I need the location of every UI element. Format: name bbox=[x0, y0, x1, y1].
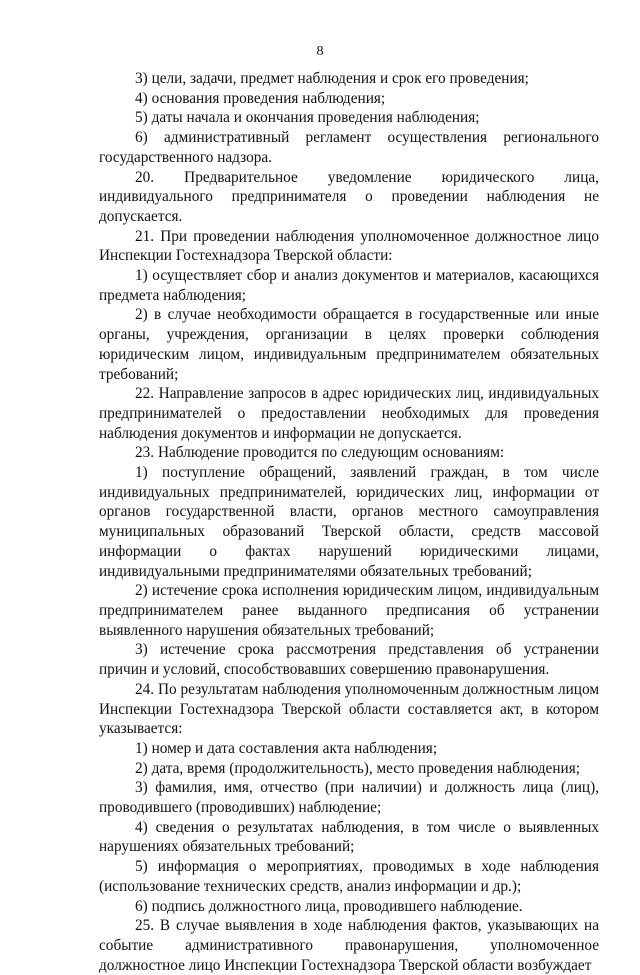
paragraph: 20. Предварительное уведомление юридического лица, индивидуального предпринимателя о проведении наблюдения не допускается. bbox=[99, 168, 599, 225]
paragraph: 3) фамилия, имя, отчество (при наличии) и должность лица (лиц), проводившего (проводивших) наблюдение; bbox=[99, 779, 599, 817]
paragraph: 1) номер и дата составления акта наблюдения; bbox=[135, 739, 438, 757]
paragraph: 5) даты начала и окончания проведения наблюдения; bbox=[135, 109, 480, 127]
paragraph: 1) поступление обращений, заявлений граждан, в том числе индивидуальных предпринимателей, юридических лиц, информации от органов государственной власти, органов местного самоуправления муниципальных образований Тверской области, средств массовой информации о фактах нарушений юридическими лицами, индивидуальными предпринимателями обязательных требований; bbox=[99, 464, 599, 580]
paragraph: 2) дата, время (продолжительность), место проведения наблюдения; bbox=[135, 759, 580, 777]
page-number: 8 bbox=[316, 44, 324, 59]
paragraph: 4) основания проведения наблюдения; bbox=[135, 89, 386, 107]
paragraph: 21. При проведении наблюдения уполномоченное должностное лицо Инспекции Гостехнадзора Тверской области: bbox=[99, 227, 599, 265]
paragraph: 25. В случае выявления в ходе наблюдения фактов, указывающих на событие административного правонарушения, уполномоченное должностное лицо Инспекции Гостехнадзора Тверской области возбуждает bbox=[99, 917, 599, 974]
paragraph: 2) истечение срока исполнения юридическим лицом, индивидуальным предпринимателем ранее выданного предписания об устранении выявленного нарушения обязательных требований; bbox=[99, 582, 599, 639]
paragraph: 1) осуществляет сбор и анализ документов и материалов, касающихся предмета наблюдения; bbox=[99, 267, 599, 304]
paragraph: 6) административный регламент осуществления регионального государственного надзора. bbox=[99, 129, 599, 166]
paragraph: 5) информация о мероприятиях, проводимых в ходе наблюдения (использование технических средств, анализ информации и др.); bbox=[99, 858, 599, 895]
paragraph: 3) истечение срока рассмотрения представления об устранении причин и условий, способствовавших совершению правонарушения. bbox=[99, 641, 599, 679]
paragraph: 24. По результатам наблюдения уполномоченным должностным лицом Инспекции Гостехнадзора Тверской области составляется акт, в котором указывается: bbox=[99, 680, 599, 738]
document-body bbox=[99, 69, 599, 975]
paragraph: 4) сведения о результатах наблюдения, в том числе о выявленных нарушениях обязательных требований; bbox=[99, 818, 599, 856]
paragraph: 3) цели, задачи, предмет наблюдения и срок его проведения; bbox=[135, 70, 529, 87]
paragraph: 23. Наблюдение проводится по следующим основаниям: bbox=[135, 444, 505, 462]
paragraph: 6) подпись должностного лица, проводившего наблюдение. bbox=[135, 897, 523, 915]
paragraph: 2) в случае необходимости обращается в государственные или иные органы, учреждения, организации в целях проверки соблюдения юридическим лицом, индивидуальным предпринимателем обязательных требований; bbox=[99, 306, 599, 383]
paragraph: 22. Направление запросов в адрес юридических лиц, индивидуальных предпринимателей о предоставлении необходимых для проведения наблюдения документов и информации не допускается. bbox=[99, 385, 599, 442]
